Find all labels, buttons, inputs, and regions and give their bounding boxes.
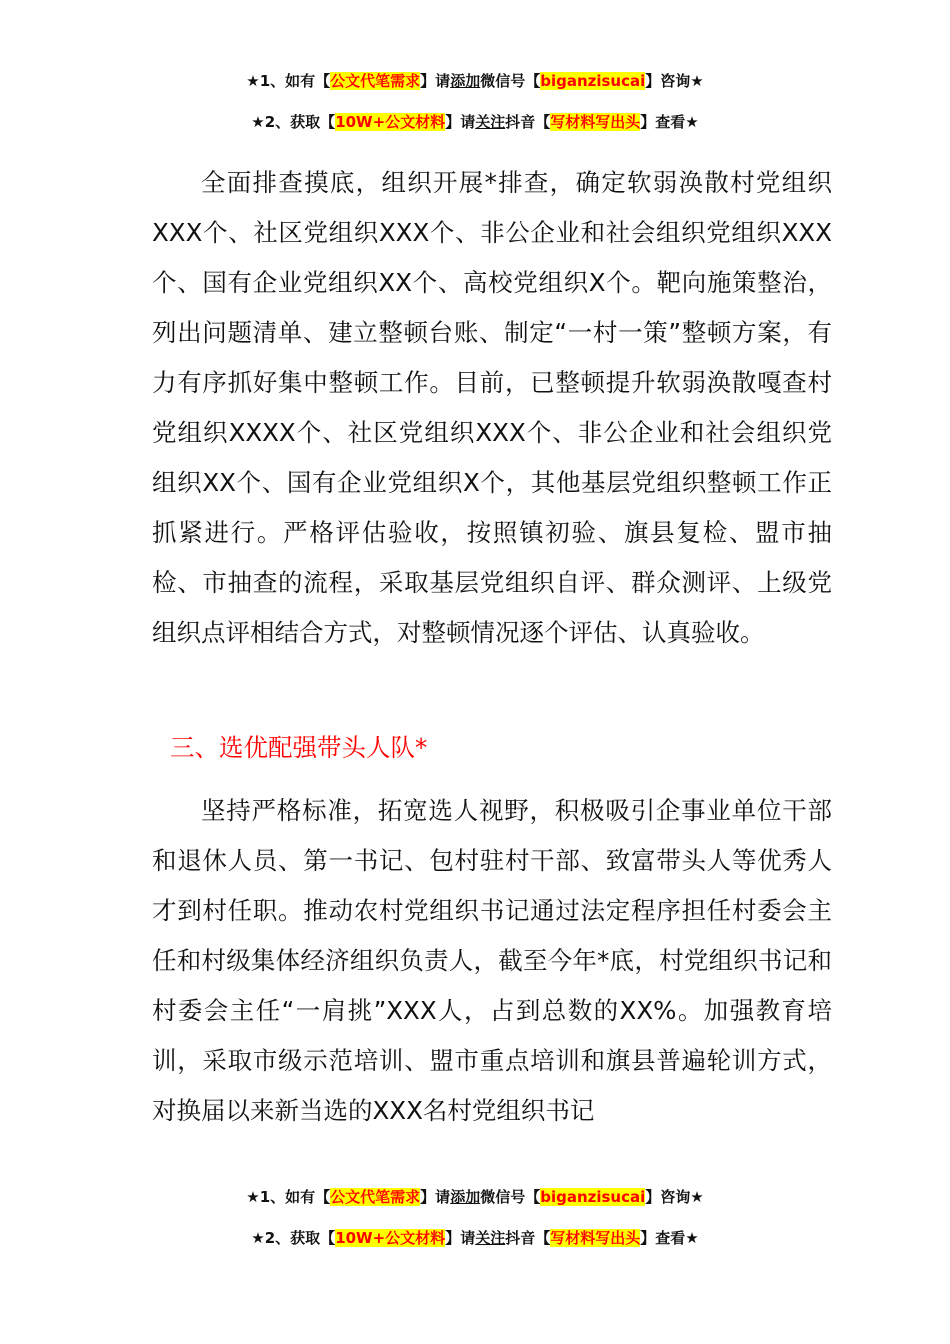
paragraph-2: 坚持严格标准，拓宽选人视野，积极吸引企事业单位干部和退休人员、第一书记、包村驻村干部、致富带头人等优秀人才到村任职。推动农村党组织书记通过法定程序担任村委会主任和村级集体经济组织负责人，截至今年*底，村党组织书记和村委会主任“一肩挑”XXX人，占到总数的XX%。加强教育培训，采取市级示范培训、盟市重点培训和旗县普遍轮训方式，对换届以来新当选的XXX名村党组织书记 — [152, 796, 832, 1125]
banner-underline: 添加 — [450, 72, 481, 90]
top-banner-line-1 — [0, 70, 950, 92]
banner-highlight: 公文代笔需求 — [330, 1188, 421, 1206]
banner-highlight: 公文代笔需求 — [330, 72, 421, 90]
banner-text: 】查看★ — [640, 1229, 699, 1247]
banner-highlight: 写材料写出头 — [550, 113, 641, 131]
banner-underline: 关注 — [475, 1229, 506, 1247]
banner-text: 】请 — [445, 1229, 476, 1247]
banner-text: ★2、获取【 — [251, 113, 336, 131]
banner-highlight: 写材料写出头 — [550, 1229, 641, 1247]
section-heading-3: 三、选优配强带头人队* — [170, 733, 428, 762]
banner-text: 】查看★ — [640, 113, 699, 131]
banner-text: 】请 — [420, 72, 451, 90]
bottom-banner-line-1 — [0, 1186, 950, 1208]
banner-text: ★1、如有【 — [246, 1188, 331, 1206]
banner-underline: 关注 — [475, 113, 506, 131]
banner-highlight: 10W+公文材料 — [335, 1229, 446, 1247]
banner-text: 抖音【 — [505, 113, 551, 131]
banner-text: 】咨询★ — [645, 72, 704, 90]
banner-text: 微信号【 — [480, 72, 541, 90]
banner-text: ★1、如有【 — [246, 72, 331, 90]
banner-text: 抖音【 — [505, 1229, 551, 1247]
paragraph-1: 全面排查摸底，组织开展*排查，确定软弱涣散村党组织XXX个、社区党组织XXX个、非公企业和社会组织党组织XXX个、国有企业党组织XX个、高校党组织X个。靶向施策整治，列出问题清单、建立整顿台账、制定“一村一策”整顿方案，有力有序抓好集中整顿工作。目前，已整顿提升软弱涣散嘎查村党组织XXXX个、社区党组织XXX个、非公企业和社会组织党组织XX个、国有企业党组织X个，其他基层党组织整顿工作正抓紧进行。严格评估验收，按照镇初验、旗县复检、盟市抽检、市抽查的流程，采取基层党组织自评、群众测评、上级党组织点评相结合方式，对整顿情况逐个评估、认真验收。 — [152, 168, 832, 647]
banner-highlight: 10W+公文材料 — [335, 113, 446, 131]
bottom-banner-line-2 — [0, 1227, 950, 1249]
banner-text: 】请 — [420, 1188, 451, 1206]
banner-text: 微信号【 — [480, 1188, 541, 1206]
banner-highlight: biganzisucai — [540, 72, 646, 90]
top-banner-line-2 — [0, 111, 950, 133]
banner-text: 】请 — [445, 113, 476, 131]
banner-underline: 添加 — [450, 1188, 481, 1206]
banner-text: 】咨询★ — [645, 1188, 704, 1206]
banner-highlight: biganzisucai — [540, 1188, 646, 1206]
banner-text: ★2、获取【 — [251, 1229, 336, 1247]
